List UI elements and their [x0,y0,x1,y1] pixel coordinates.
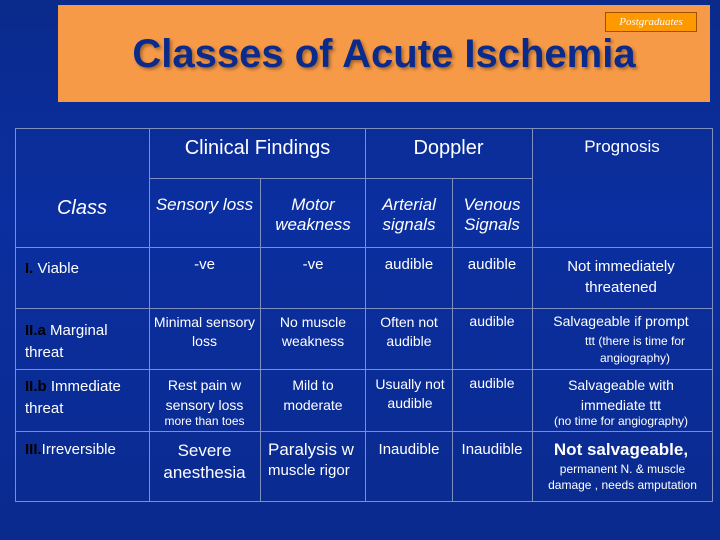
arterial-cell: Often not audible [380,314,438,349]
motor-cell: -ve [302,256,324,273]
motor-note: muscle rigor [268,462,350,479]
grid-line [15,369,713,370]
sensory-cell: Rest pain w sensory loss [165,377,244,413]
prognosis-note: permanent N. & muscle damage , needs amputation [548,462,697,492]
sensory-note: more than toes [164,414,245,428]
venous-cell: audible [469,313,515,329]
header-sensory-loss: Sensory loss [155,195,254,214]
prognosis-cell: Salvageable if prompt [553,313,689,329]
class-cell-immediate [25,376,145,420]
grid-line [149,178,532,179]
header-clinical-findings: Clinical Findings [184,137,331,159]
header-motor-weakness: Motor weakness [275,195,351,234]
header-class: Class [56,197,107,219]
grid-line [15,501,713,502]
header-arterial-signals: Arterial signals [382,195,436,234]
venous-cell: Inaudible [461,441,523,458]
prognosis-note: (no time for angiography) [553,414,689,428]
class-label: Irreversible [41,441,116,458]
class-number: II.b [25,378,47,395]
venous-cell: audible [467,256,517,273]
prognosis-cell: Salvageable with immediate ttt [568,377,674,413]
prognosis-cell: Not salvageable, [553,440,689,459]
class-label: Immediate threat [25,378,121,417]
class-cell-marginal [25,320,145,364]
sensory-cell: -ve [194,256,215,273]
prognosis-cell: Not immediately threatened [567,258,675,296]
sensory-cell: Minimal sensory loss [153,314,256,349]
grid-line [15,128,16,502]
motor-cell: No muscle weakness [279,314,347,349]
motor-cell: Mild to moderate [283,377,343,413]
page-title: Classes of Acute Ischemia [132,32,636,76]
postgraduates-badge: Postgraduates [605,12,697,32]
grid-line [15,247,713,248]
grid-line [149,128,150,502]
class-cell-irreversible [25,441,145,458]
prognosis-note: ttt (there is time for angiography) [584,334,686,365]
class-number: II.a [25,322,46,339]
grid-line [15,308,713,309]
grid-line [15,128,713,129]
header-venous-signals: Venous Signals [463,195,521,234]
class-number: III. [25,441,42,458]
header-doppler: Doppler [413,137,484,159]
motor-cell: Paralysis w [268,440,354,459]
class-cell-viable [25,260,145,277]
grid-line [532,128,533,502]
class-number: I. [25,260,34,277]
venous-cell: audible [469,375,515,391]
sensory-cell: Severe anesthesia [163,441,246,482]
arterial-cell: Usually not audible [375,376,445,411]
grid-line [712,128,713,502]
class-label: Viable [37,260,79,277]
header-prognosis: Prognosis [584,137,660,156]
grid-line [15,431,713,432]
arterial-cell: Inaudible [378,441,440,458]
arterial-cell: audible [384,256,434,273]
class-label: Marginal threat [25,322,108,361]
